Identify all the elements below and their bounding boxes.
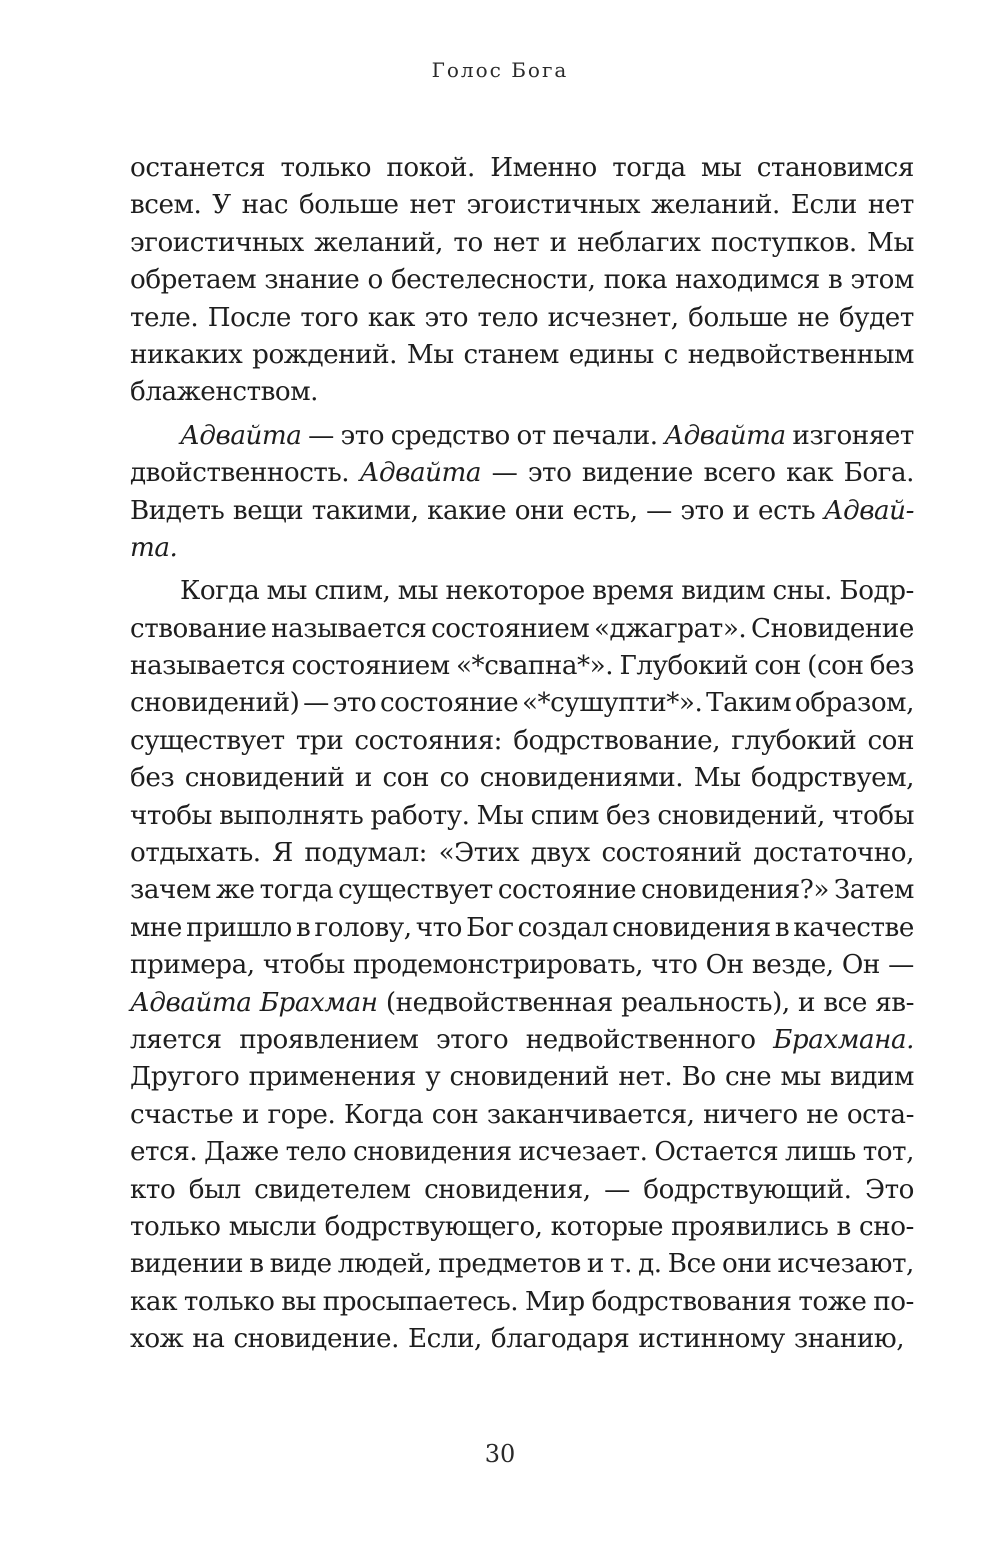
word: тогда — [612, 153, 686, 183]
word: нет — [867, 190, 914, 221]
word: счастье — [130, 1099, 234, 1130]
word: Брахмана. — [773, 1024, 914, 1055]
word: сновидения?» — [641, 875, 829, 906]
word: ствование — [130, 613, 267, 644]
word: без — [130, 763, 175, 794]
word: Если — [790, 190, 857, 221]
page-number: 30 — [484, 1440, 516, 1468]
word: Мы — [693, 763, 741, 794]
word: чтобы — [832, 800, 914, 831]
word: время — [592, 576, 674, 607]
word: бодрствующего, — [324, 1211, 543, 1242]
word: всем. — [130, 190, 202, 221]
word: в — [295, 912, 311, 943]
word: того — [300, 302, 359, 333]
word: останется — [130, 153, 266, 183]
word: это — [527, 458, 572, 489]
word: работу. — [370, 800, 470, 831]
word: После — [207, 302, 291, 333]
word: — — [303, 688, 329, 719]
word: двойственность. — [130, 458, 350, 489]
word: состояние — [379, 688, 519, 719]
text-line — [130, 611, 914, 648]
word: Таким — [706, 688, 792, 719]
word: людей, — [337, 1249, 432, 1280]
word: бодрствование, — [513, 725, 721, 756]
word: отдыхать. — [130, 838, 261, 869]
word: что — [651, 950, 698, 981]
text-line — [130, 723, 914, 760]
word: это — [680, 495, 724, 526]
word: та. — [130, 532, 178, 563]
word: чтобы — [130, 800, 212, 831]
word: Это — [865, 1174, 914, 1205]
word: состоянием — [431, 613, 590, 644]
word: Бога. — [843, 458, 914, 489]
word: «Этих — [438, 838, 520, 869]
word: желаний, — [314, 227, 443, 258]
word: бодрствования — [591, 1286, 792, 1317]
text-line — [130, 947, 914, 984]
word: достаточно, — [753, 838, 914, 869]
word: сновидений — [449, 1062, 610, 1093]
word: не — [797, 302, 830, 333]
word: бестелесности, — [390, 265, 596, 296]
word: продемонстрировать, — [353, 950, 643, 981]
word: с — [663, 339, 678, 370]
word: Мы — [867, 227, 914, 258]
word: сновидений, — [657, 800, 825, 831]
word: в — [827, 265, 843, 296]
word: этого — [435, 1024, 509, 1055]
word: Брахман — [259, 987, 378, 1018]
word: Адвайта — [664, 420, 786, 451]
word: благодаря — [490, 1324, 630, 1355]
word: о — [367, 265, 383, 296]
word: сон — [754, 651, 801, 682]
word: тоже — [798, 1286, 867, 1317]
word: исчезнет, — [547, 302, 679, 333]
text-line — [130, 760, 914, 797]
text-line — [130, 1321, 914, 1358]
word: какие — [427, 495, 507, 526]
word: нет — [493, 227, 540, 258]
word: — — [646, 495, 672, 526]
word: знание — [264, 265, 360, 296]
word: поступков. — [710, 227, 857, 258]
word: проявлением — [239, 1024, 419, 1055]
word: (недвойственная — [385, 987, 613, 1018]
word: рождений. — [252, 339, 398, 370]
word: Когда — [343, 1099, 424, 1130]
word: Сновидение — [751, 613, 914, 644]
word: У — [212, 190, 231, 221]
text-line — [130, 685, 914, 722]
word: тело — [477, 302, 539, 333]
word: мы — [701, 153, 742, 183]
word: реальность), — [621, 987, 790, 1018]
word: пришло — [186, 912, 292, 943]
word: никаких — [130, 339, 243, 370]
word: сновидения, — [424, 1174, 591, 1205]
word: Если, — [407, 1324, 482, 1355]
running-header: Голос Бога — [431, 58, 569, 82]
word: исчезает. — [518, 1137, 648, 1168]
word: всего — [703, 458, 776, 489]
word: образом, — [794, 688, 914, 719]
word: существует — [338, 875, 493, 906]
word: Мы — [476, 800, 524, 831]
text-line — [130, 225, 914, 262]
word: Мир — [524, 1286, 585, 1317]
word: примера, — [130, 950, 255, 981]
word: у — [425, 1062, 441, 1093]
word: Затем — [833, 875, 914, 906]
word: Именно — [490, 153, 597, 183]
word: бодрствующий. — [643, 1174, 852, 1205]
word: Остается — [654, 1137, 779, 1168]
word: Адвайта — [130, 987, 252, 1018]
word: оста- — [846, 1099, 914, 1130]
text-line — [130, 150, 914, 187]
word: мы — [397, 576, 439, 607]
word: ется. — [130, 1137, 198, 1168]
word: был — [188, 1174, 241, 1205]
word: сон — [382, 763, 430, 794]
word: блаженством. — [130, 377, 319, 408]
word: и — [241, 1099, 259, 1130]
text-line — [130, 530, 914, 567]
word: сон — [867, 725, 914, 756]
word: создал — [517, 912, 608, 943]
word: состояние — [497, 875, 637, 906]
word: это — [340, 420, 385, 451]
word: кто — [130, 1174, 176, 1205]
word: д. — [638, 1249, 662, 1280]
word: и — [586, 1249, 604, 1280]
text-line — [130, 418, 914, 455]
word: спим, — [314, 576, 391, 607]
word: предметов — [438, 1249, 581, 1280]
word: сно- — [859, 1211, 914, 1242]
word: тогда — [259, 875, 334, 906]
word: сновидениями. — [479, 763, 684, 794]
word: этом — [850, 265, 914, 296]
word: существует — [130, 725, 285, 756]
word: видение — [581, 458, 693, 489]
word: Видеть — [130, 495, 225, 526]
word: печали. — [552, 420, 658, 451]
word: едины — [568, 339, 654, 370]
word: эгоистичных — [130, 227, 304, 258]
word: «*свапна*». — [455, 651, 614, 682]
word: сон — [431, 1099, 479, 1130]
word: и — [798, 987, 816, 1018]
word: нас — [241, 190, 289, 221]
word: некоторое — [445, 576, 585, 607]
word: качестве — [793, 912, 914, 943]
word: Я — [272, 838, 293, 869]
word: Глубокий — [619, 651, 749, 682]
word: Мы — [406, 339, 454, 370]
word: только — [280, 153, 372, 183]
word: которые — [550, 1211, 664, 1242]
word: Все — [667, 1249, 716, 1280]
text-line — [130, 1172, 914, 1209]
word: знанию, — [793, 1324, 905, 1355]
word: недвойственного — [525, 1024, 756, 1055]
word: же — [215, 875, 255, 906]
word: Во — [681, 1062, 716, 1093]
word: в — [774, 912, 790, 943]
text-line — [130, 300, 914, 337]
word: Другого — [130, 1062, 240, 1093]
word: — — [604, 1174, 630, 1205]
word: есть, — [572, 495, 638, 526]
text-line — [130, 573, 914, 610]
text-line — [130, 872, 914, 909]
word: Когда — [180, 576, 260, 607]
word: неблагих — [577, 227, 701, 258]
word: обретаем — [130, 265, 257, 296]
text-line — [130, 910, 914, 947]
word: со — [439, 763, 470, 794]
text-line — [130, 374, 914, 411]
word: это — [332, 688, 377, 719]
word: состояния: — [354, 725, 503, 756]
text-line — [130, 1059, 914, 1096]
word: без — [869, 651, 914, 682]
word: Даже — [204, 1137, 279, 1168]
word: зачем — [130, 875, 211, 906]
word: находимся — [675, 265, 820, 296]
word: вы — [281, 1286, 316, 1317]
word: сновидения — [612, 912, 771, 943]
word: — — [491, 458, 518, 489]
word: больше — [688, 302, 788, 333]
word: как — [367, 302, 415, 333]
word: Адвайта — [359, 458, 482, 489]
word: средство — [390, 420, 510, 451]
word: называется — [130, 651, 286, 682]
word: они — [722, 1249, 772, 1280]
word: состояний — [601, 838, 742, 869]
word: тот, — [862, 1137, 914, 1168]
word: подумал: — [304, 838, 428, 869]
word: будет — [838, 302, 914, 333]
word: сновидений — [184, 763, 345, 794]
word: тело — [285, 1137, 347, 1168]
word: и — [354, 763, 372, 794]
word: видим — [681, 576, 766, 607]
text-line — [130, 187, 914, 224]
word: свидетелем — [254, 1174, 411, 1205]
word: сновидение. — [233, 1324, 399, 1355]
text-line — [130, 985, 914, 1022]
word: Адвай- — [823, 495, 914, 526]
word: состоянием — [291, 651, 450, 682]
text-line — [130, 1022, 914, 1059]
word: бодрствуем, — [751, 763, 914, 794]
word: желаний. — [651, 190, 780, 221]
word: заканчивается, — [486, 1099, 695, 1130]
word: — — [308, 420, 334, 451]
word: то — [453, 227, 483, 258]
word: по- — [873, 1286, 914, 1317]
word: исчезают, — [777, 1249, 914, 1280]
word: «джаграт». — [593, 613, 747, 644]
word: спим — [530, 800, 599, 831]
word: видении — [130, 1249, 244, 1280]
word: такими, — [311, 495, 419, 526]
word: и — [549, 227, 567, 258]
word: яв- — [875, 987, 914, 1018]
word: мысли — [228, 1211, 317, 1242]
word: истинному — [638, 1324, 785, 1355]
word: Бодр- — [839, 576, 914, 607]
word: «*сушупти*». — [521, 688, 703, 719]
text-line — [130, 1209, 914, 1246]
word: горе. — [267, 1099, 336, 1130]
word: без — [605, 800, 651, 831]
word: это — [424, 302, 469, 333]
word: двух — [530, 838, 590, 869]
word: голову, — [314, 912, 412, 943]
word: глубокий — [731, 725, 857, 756]
word: видим — [830, 1062, 914, 1093]
text-line — [130, 455, 914, 492]
text-line — [130, 1134, 914, 1171]
word: чтобы — [262, 950, 345, 981]
text-line — [130, 337, 914, 374]
word: называется — [271, 613, 427, 644]
text-line — [130, 835, 914, 872]
word: как — [786, 458, 834, 489]
word: сновидения — [352, 1137, 512, 1168]
word: становимся — [756, 153, 914, 183]
word: не — [806, 1099, 839, 1130]
word: сне — [724, 1062, 772, 1093]
text-line — [130, 1097, 914, 1134]
word: сновидений) — [130, 688, 300, 719]
word: только — [130, 1211, 221, 1242]
text-line — [130, 648, 914, 685]
text-line — [130, 798, 914, 835]
word: недвойственным — [687, 339, 914, 370]
word: теле. — [130, 302, 199, 333]
word: станем — [463, 339, 559, 370]
text-line — [130, 262, 914, 299]
text-line — [130, 1246, 914, 1283]
word: мне — [130, 912, 182, 943]
word: три — [295, 725, 344, 756]
word: проявились — [671, 1211, 829, 1242]
word: изгоняет — [792, 420, 914, 451]
word: виде — [269, 1249, 332, 1280]
word: сны. — [772, 576, 833, 607]
word: мы — [266, 576, 307, 607]
word: лишь — [784, 1137, 856, 1168]
word: они — [514, 495, 565, 526]
word: больше — [298, 190, 399, 221]
word: ничего — [703, 1099, 798, 1130]
word: просыпаетесь. — [322, 1286, 519, 1317]
word: везде, — [751, 950, 834, 981]
word: Адвайта — [180, 420, 302, 451]
word: применения — [248, 1062, 416, 1093]
word: ляется — [130, 1024, 222, 1055]
word: и — [732, 495, 750, 526]
word: в — [249, 1249, 264, 1280]
word: в — [836, 1211, 851, 1242]
word: — — [888, 950, 914, 981]
word: Он — [841, 950, 880, 981]
word: (сон — [807, 651, 864, 682]
word: от — [516, 420, 546, 451]
text-line — [130, 1284, 914, 1321]
word: мы — [780, 1062, 821, 1093]
word: покой. — [386, 153, 475, 183]
word: как — [130, 1286, 177, 1317]
word: хож — [130, 1324, 184, 1355]
word: нет — [409, 190, 456, 221]
word: есть — [758, 495, 816, 526]
word: пока — [603, 265, 668, 296]
word: т. — [610, 1249, 632, 1280]
word: вещи — [232, 495, 304, 526]
word: Он — [705, 950, 744, 981]
word: только — [183, 1286, 275, 1317]
word: нет. — [618, 1062, 673, 1093]
body-text — [130, 150, 914, 1359]
word: на — [192, 1324, 225, 1355]
text-line — [130, 493, 914, 530]
word: что — [415, 912, 462, 943]
word: все — [823, 987, 867, 1018]
word: эгоистичных — [466, 190, 641, 221]
word: выполнять — [219, 800, 364, 831]
word: Бог — [466, 912, 514, 943]
